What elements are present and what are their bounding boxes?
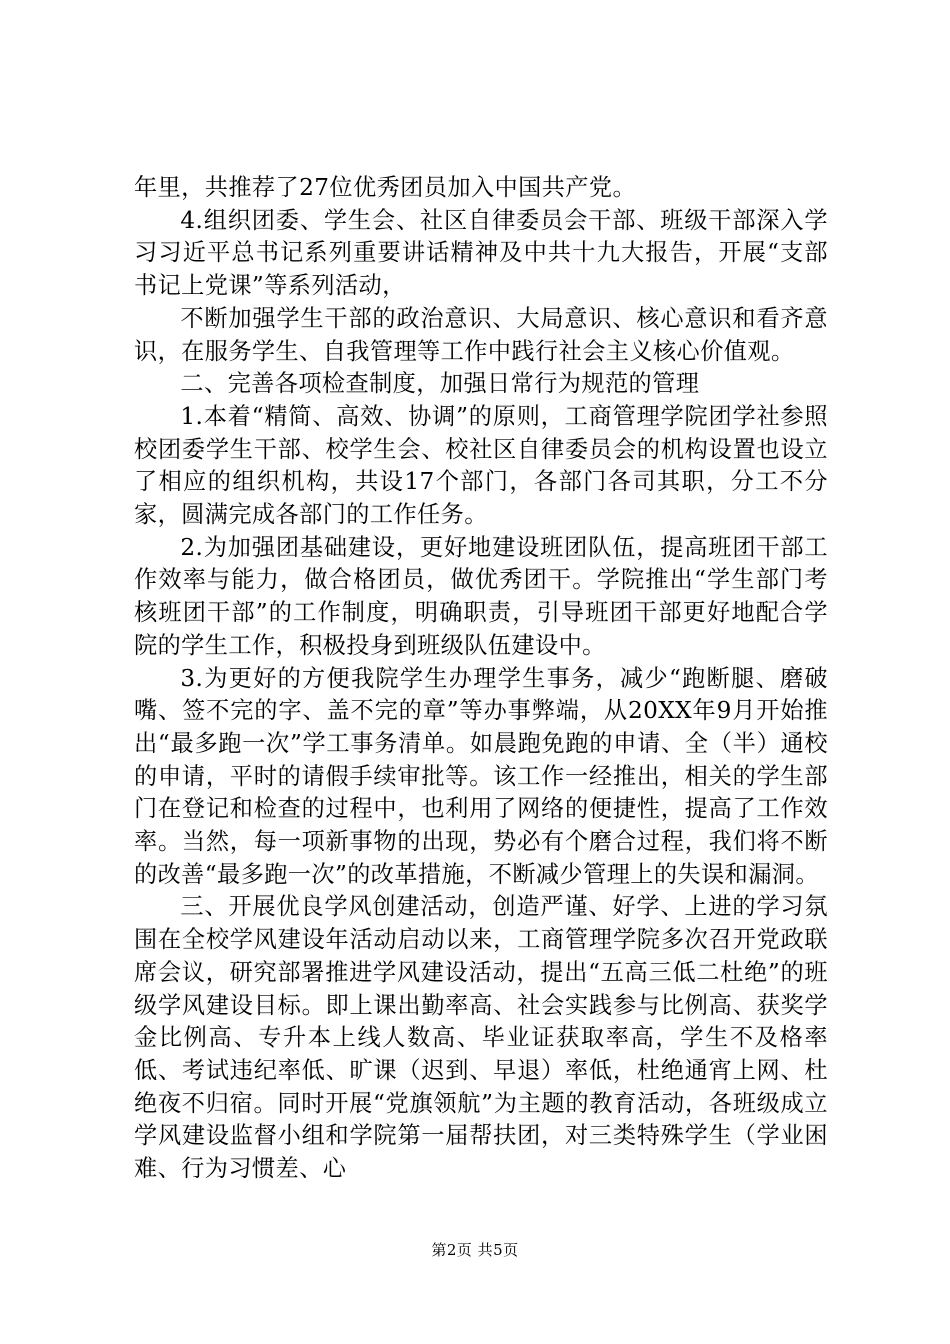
paragraph-item-1: 1.本着“精简、高效、协调”的原则，工商管理学院团学社参照校团委学生干部、校学生会、校社区自律委员会的机构设置也设立了相应的组织机构，共设17个部门，各部门各司其职，分工不分家，圆满完成各部门的工作任务。 xyxy=(134,402,828,529)
document-body xyxy=(134,172,828,1186)
paragraph-political-awareness: 不断加强学生干部的政治意识、大局意识、核心意识和看齐意识，在服务学生、自我管理等工作中践行社会主义核心价值观。 xyxy=(134,304,828,365)
section-heading-3-paragraph: 三、开展优良学风创建活动，创造严谨、好学、上进的学习氛围在全校学风建设年活动启动以来，工商管理学院多次召开党政联席会议，研究部署推进学风建设活动，提出“五高三低二杜绝”的班级学风建设目标。即上课出勤率高、社会实践参与比例高、获奖学金比例高、专升本上线人数高、毕业证获取率高，学生不及格率低、考试违纪率低、旷课（迟到、早退）率低，杜绝通宵上网、杜绝夜不归宿。同时开展“党旗领航”为主题的教育活动，各班级成立学风建设监督小组和学院第一届帮扶团，对三类特殊学生（学业困难、行为习惯差、心 xyxy=(134,893,828,1183)
section-heading-2: 二、完善各项检查制度，加强日常行为规范的管理 xyxy=(180,370,700,398)
page-number: 第2页 共5页 xyxy=(431,1241,519,1259)
paragraph-item-2: 2.为加强团基础建设，更好地建设班团队伍，提高班团干部工作效率与能力，做合格团员，做优秀团干。学院推出“学生部门考核班团干部”的工作制度，明确职责，引导班团干部更好地配合学院的学生工作，积极投身到班级队伍建设中。 xyxy=(134,533,828,659)
paragraph-item-4: 4.组织团委、学生会、社区自律委员会干部、班级干部深入学习习近平总书记系列重要讲话精神及中共十九大报告，开展“支部书记上党课”等系列活动， xyxy=(134,206,828,300)
paragraph-item-3: 3.为更好的方便我院学生办理学生事务，减少“跑断腿、磨破嘴、签不完的字、盖不完的章”等办事弊端，从20XX年9月开始推出“最多跑一次”学工事务清单。如晨跑免跑的申请、全（半）通校的申请，平时的请假手续审批等。该工作一经推出，相关的学生部门在登记和检查的过程中，也利用了网络的便捷性，提高了工作效率。当然，每一项新事物的出现，势必有个磨合过程，我们将不断的改善“最多跑一次”的改革措施，不断减少管理上的失误和漏洞。 xyxy=(134,664,828,888)
paragraph-continuation: 年里，共推荐了27位优秀团员加入中国共产党。 xyxy=(134,174,637,201)
